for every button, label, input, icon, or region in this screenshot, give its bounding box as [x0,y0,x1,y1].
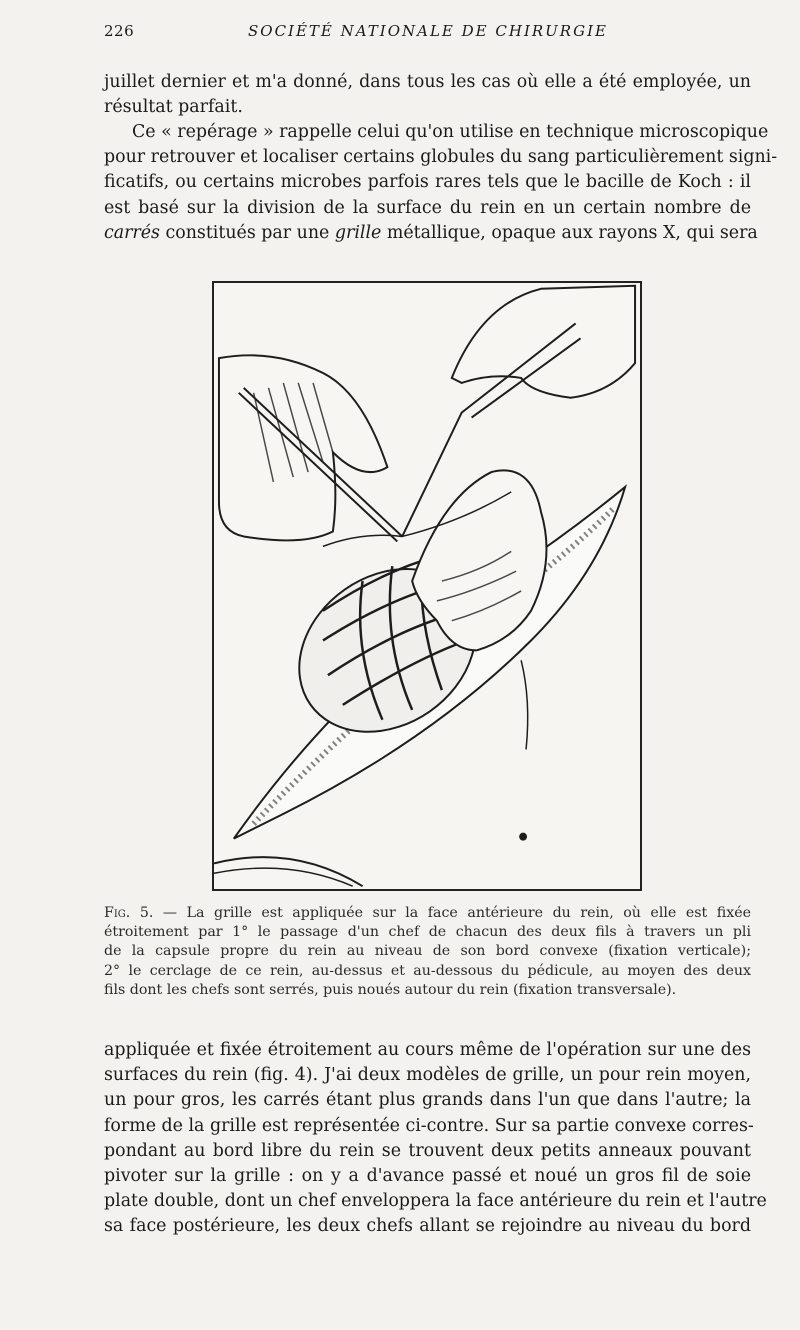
text-line: est basé sur la division de la surface du rein en un certain nombre de [104,197,751,218]
text-line: forme de la grille est représentée ci-contre. Sur sa partie convexe corres- [104,1115,754,1136]
thread [521,660,528,749]
caption-line [104,904,751,923]
text-fragment: constitués par une [159,222,335,243]
italic-word: carrés [104,222,160,243]
caption-line: étroitement par 1° le passage d'un chef de chacun des deux fils à travers un pli [104,924,751,941]
paragraph-1 [104,70,751,120]
text-line: pivoter sur la grille : on y a d'avance passé et noué un gros fil de soie [104,1165,751,1186]
left-hand [219,355,387,540]
text-line: ficatifs, ou certains microbes parfois rares tels que le bacille de Koch : il [104,172,751,193]
caption-text: — La grille est appliquée sur la face antérieure du rein, où elle est fixée [153,905,751,921]
text-line: plate double, dont un chef enveloppera la face antérieure du rein et l'autre [104,1191,767,1212]
text-line: sa face postérieure, les deux chefs allant se rejoindre au niveau du bord [104,1216,751,1237]
page-number: 226 [104,22,135,40]
caption-line: de la capsule propre du rein au niveau de son bord convexe (fixation verticale); [104,943,751,960]
figure-caption [104,904,751,1000]
text-line: appliquée et fixée étroitement au cours même de l'opération sur une des [104,1040,751,1060]
figure-illustration [212,281,642,891]
text-line: pour retrouver et localiser certains globules du sang particulièrement signi- [104,147,778,168]
text-line: résultat parfait. [104,97,243,118]
text-line: pondant au bord libre du rein se trouvent deux petits anneaux pouvant [104,1140,751,1161]
text-line: juillet dernier et m'a donné, dans tous les cas où elle a été employée, un [104,72,751,92]
caption-line: fils dont les chefs sont serrés, puis noués autour du rein (fixation transversale). [104,981,677,998]
text-line: surfaces du rein (fig. 4). J'ai deux modèles de grille, un pour rein moyen, [104,1065,751,1086]
paragraph-2 [104,120,778,246]
caption-line: 2° le cerclage de ce rein, au-dessus et au-dessous du pédicule, au moyen des deux [104,962,751,979]
text-line: un pour gros, les carrés étant plus grands dans l'un que dans l'autre; la [104,1090,751,1111]
figure-label: Fig. 5. [104,905,154,921]
text-line: Ce « repérage » rappelle celui qu'on utilise en technique microscopique [132,122,769,142]
italic-word: grille [334,222,382,243]
running-title: SOCIÉTÉ NATIONALE DE CHIRURGIE [248,22,608,40]
text-fragment: métallique, opaque aux rayons X, qui sera [381,222,758,243]
surgical-illustration [214,283,640,889]
text-line [104,221,758,246]
paragraph-3 [104,1038,767,1240]
right-hand [452,286,635,398]
